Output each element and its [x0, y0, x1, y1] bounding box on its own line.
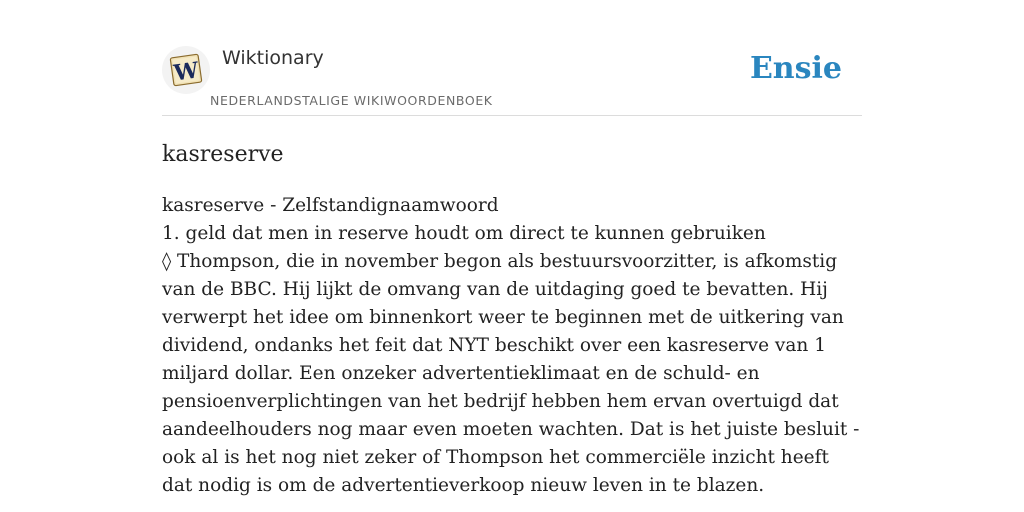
- page-title: kasreserve: [162, 142, 284, 167]
- entry-definition: 1. geld dat men in reserve houdt om direct te kunnen gebruiken: [162, 223, 766, 244]
- entry-heading: kasreserve - Zelfstandignaamwoord: [162, 195, 499, 216]
- wiktionary-logo-icon[interactable]: [162, 46, 210, 94]
- site-subtitle: NEDERLANDSTALIGE WIKIWOORDENBOEK: [210, 93, 493, 108]
- logo-letter: W: [172, 57, 201, 87]
- brand-logo[interactable]: Ensie: [749, 51, 842, 86]
- site-name[interactable]: Wiktionary: [222, 47, 324, 69]
- entry-body: [162, 192, 862, 500]
- entry-example: ◊ Thompson, die in november begon als bestuursvoorzitter, is afkomstig van de BBC. Hij lijkt de omvang van de uitdaging goed te bevatten. Hij verwerpt het idee om binnenkort weer te beginnen met de uitkering van dividend, ondanks het feit dat NYT beschikt over een kasreserve van 1 miljard dollar. Een onzeker advertentieklimaat en de schuld- en pensioenverplichtingen van het bedrijf hebben hem ervan overtuigd dat aandeelhouders nog maar even moeten wachten. Dat is het juiste besluit - ook al is het nog niet zeker of Thompson het commerciële inzicht heeft dat nodig is om de advertentieverkoop nieuw leven in te blazen.: [162, 251, 860, 496]
- header-divider: [162, 115, 862, 116]
